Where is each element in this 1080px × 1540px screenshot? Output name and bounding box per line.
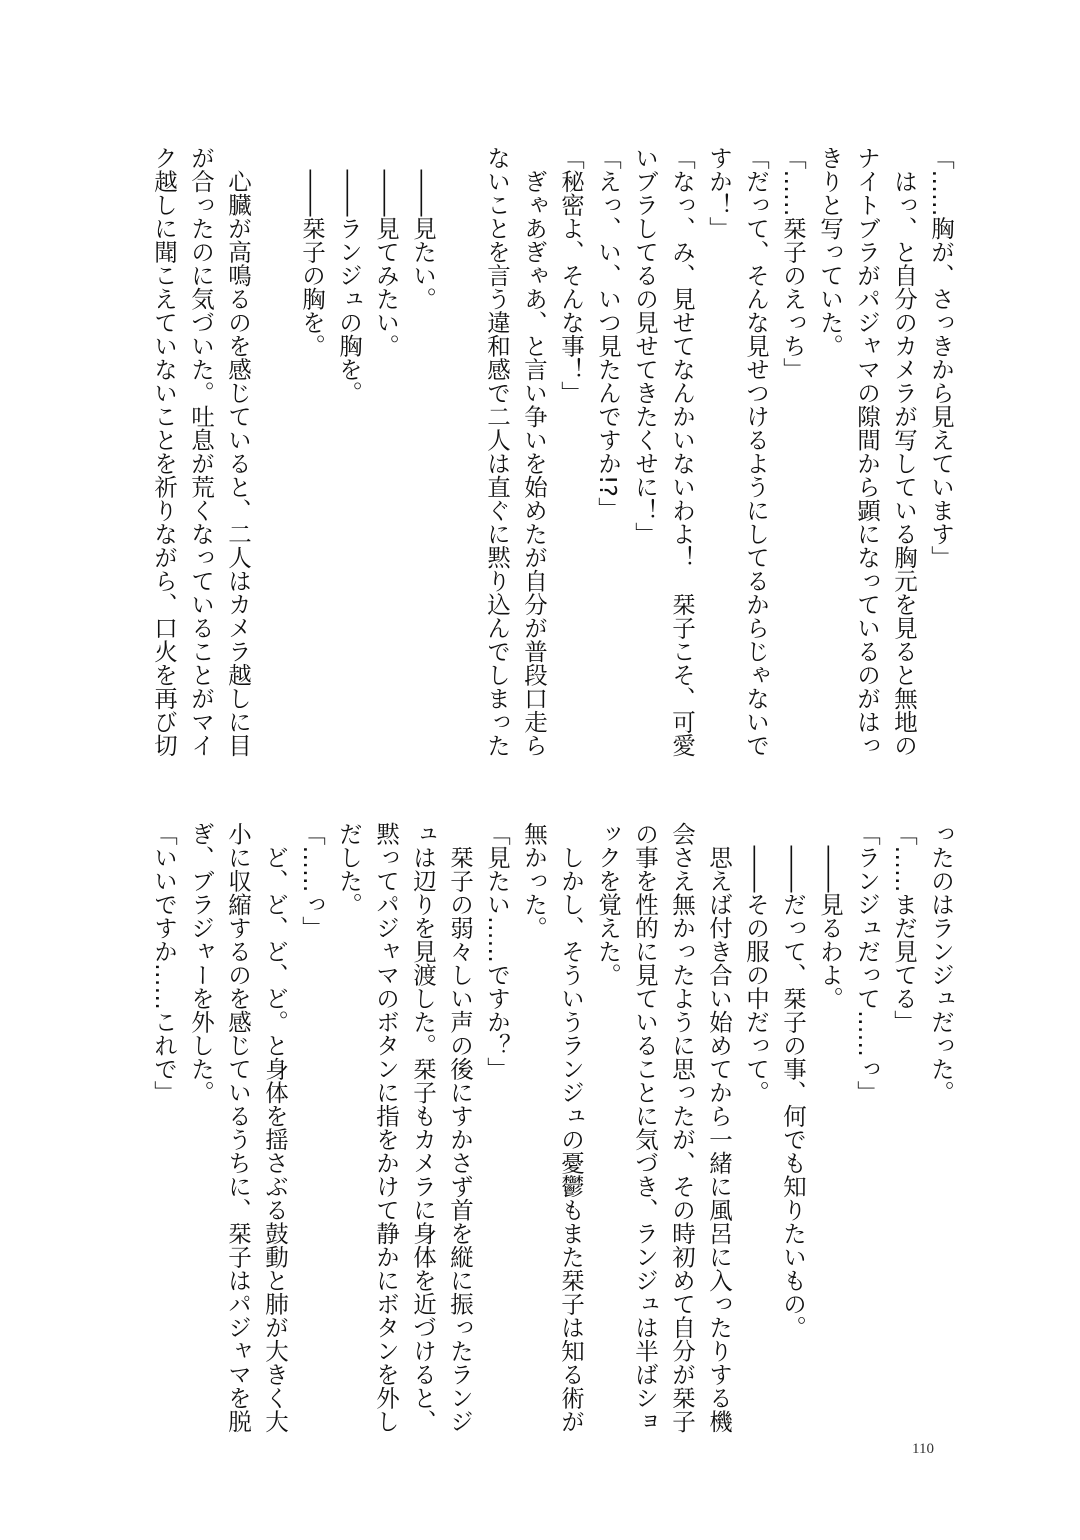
text-line: 無かった。 (520, 822, 548, 940)
text-line: ク越しに聞こえていないことを祈りながら、口火を再び切 (150, 146, 178, 757)
page-number: 110 (912, 1441, 934, 1457)
text-line: ――栞子の胸を。 (298, 146, 326, 358)
text-line: 「ランジュだって……っ」 (853, 822, 881, 1104)
text-line: ナイトブラがパジャマの隙間から顕になっているのがはっ (853, 146, 881, 757)
bottom-text-block (145, 822, 959, 1442)
text-line: 心臓が高鳴るのを感じていると、二人はカメラ越しに目 (224, 146, 252, 757)
text-line: ――ランジュの胸を。 (335, 146, 363, 405)
text-line: ックを覚えた。 (594, 822, 622, 987)
text-line: 「だって、そんな見せつけるようにしてるからじゃないで (742, 146, 770, 757)
text-line: きりと写っていた。 (816, 146, 844, 358)
text-line: ――見るわよ。 (816, 822, 844, 1010)
text-line: ――だって、栞子の事、何でも知りたいもの。 (779, 822, 807, 1339)
text-line: ないことを言う違和感で二人は直ぐに黙り込んでしまった (483, 146, 511, 757)
blank-line (441, 146, 478, 766)
text-line: ど、ど、ど、ど。と身体を揺さぶる鼓動と肺が大きく大 (261, 822, 289, 1433)
text-line: はっ、と自分のカメラが写している胸元を見ると無地の (890, 146, 918, 757)
text-line: ――その服の中だって。 (742, 822, 770, 1104)
text-line: 「いいですか……これで」 (150, 822, 178, 1104)
text-line: 栞子の弱々しい声の後にすかさず首を縦に振ったランジ (446, 822, 474, 1433)
text-line: 黙ってパジャマのボタンに指をかけて静かにボタンを外し (372, 822, 400, 1433)
top-text-block (145, 146, 959, 766)
text-line: 「……胸が、さっきから見えています」 (927, 146, 955, 569)
text-line: ぎゃあぎゃあ、と言い争いを始めたが自分が普段口走ら (520, 146, 548, 757)
text-line: ――見たい。 (409, 146, 437, 311)
text-line: だした。 (335, 822, 363, 916)
text-line: すか！」 (705, 146, 733, 240)
text-line: 思えば付き合い始めてから一緒に風呂に入ったりする機 (705, 822, 733, 1433)
text-line: 「秘密よ、そんな事！」 (557, 146, 585, 405)
text-line: いブラしてるの見せてきたくせに！」 (631, 146, 659, 546)
text-line: しかし、そういうランジュの憂鬱もまた栞子は知る術が (557, 822, 585, 1433)
text-line: 「見たい……ですか？」 (483, 822, 511, 1081)
text-line: 「なっ、み、見せてなんかいないわよ！ 栞子こそ、可愛 (668, 146, 696, 757)
text-line: 「……っ」 (298, 822, 326, 940)
text-line: が合ったのに気づいた。吐息が荒くなっていることがマイ (187, 146, 215, 757)
text-line: ――見てみたい。 (372, 146, 400, 358)
text-line: 小に収縮するのを感じているうちに、栞子はパジャマを脱 (224, 822, 252, 1433)
text-line: 「えっ、い、いつ見たんですか!?」 (594, 146, 622, 521)
text-line: の事を性的に見ていることに気づき、ランジュは半ばショ (631, 822, 659, 1433)
text-line: 会さえ無かったように思ったが、その時初めて自分が栞子 (668, 822, 696, 1433)
text-line: 「……まだ見てる」 (890, 822, 918, 1034)
blank-line (256, 146, 293, 766)
text-line: ったのはランジュだった。 (927, 822, 955, 1104)
text-line: ぎ、ブラジャーを外した。 (187, 822, 215, 1104)
text-line: 「……栞子のえっち」 (779, 146, 807, 381)
text-line: ュは辺りを見渡した。栞子もカメラに身体を近づけると、 (409, 822, 437, 1433)
